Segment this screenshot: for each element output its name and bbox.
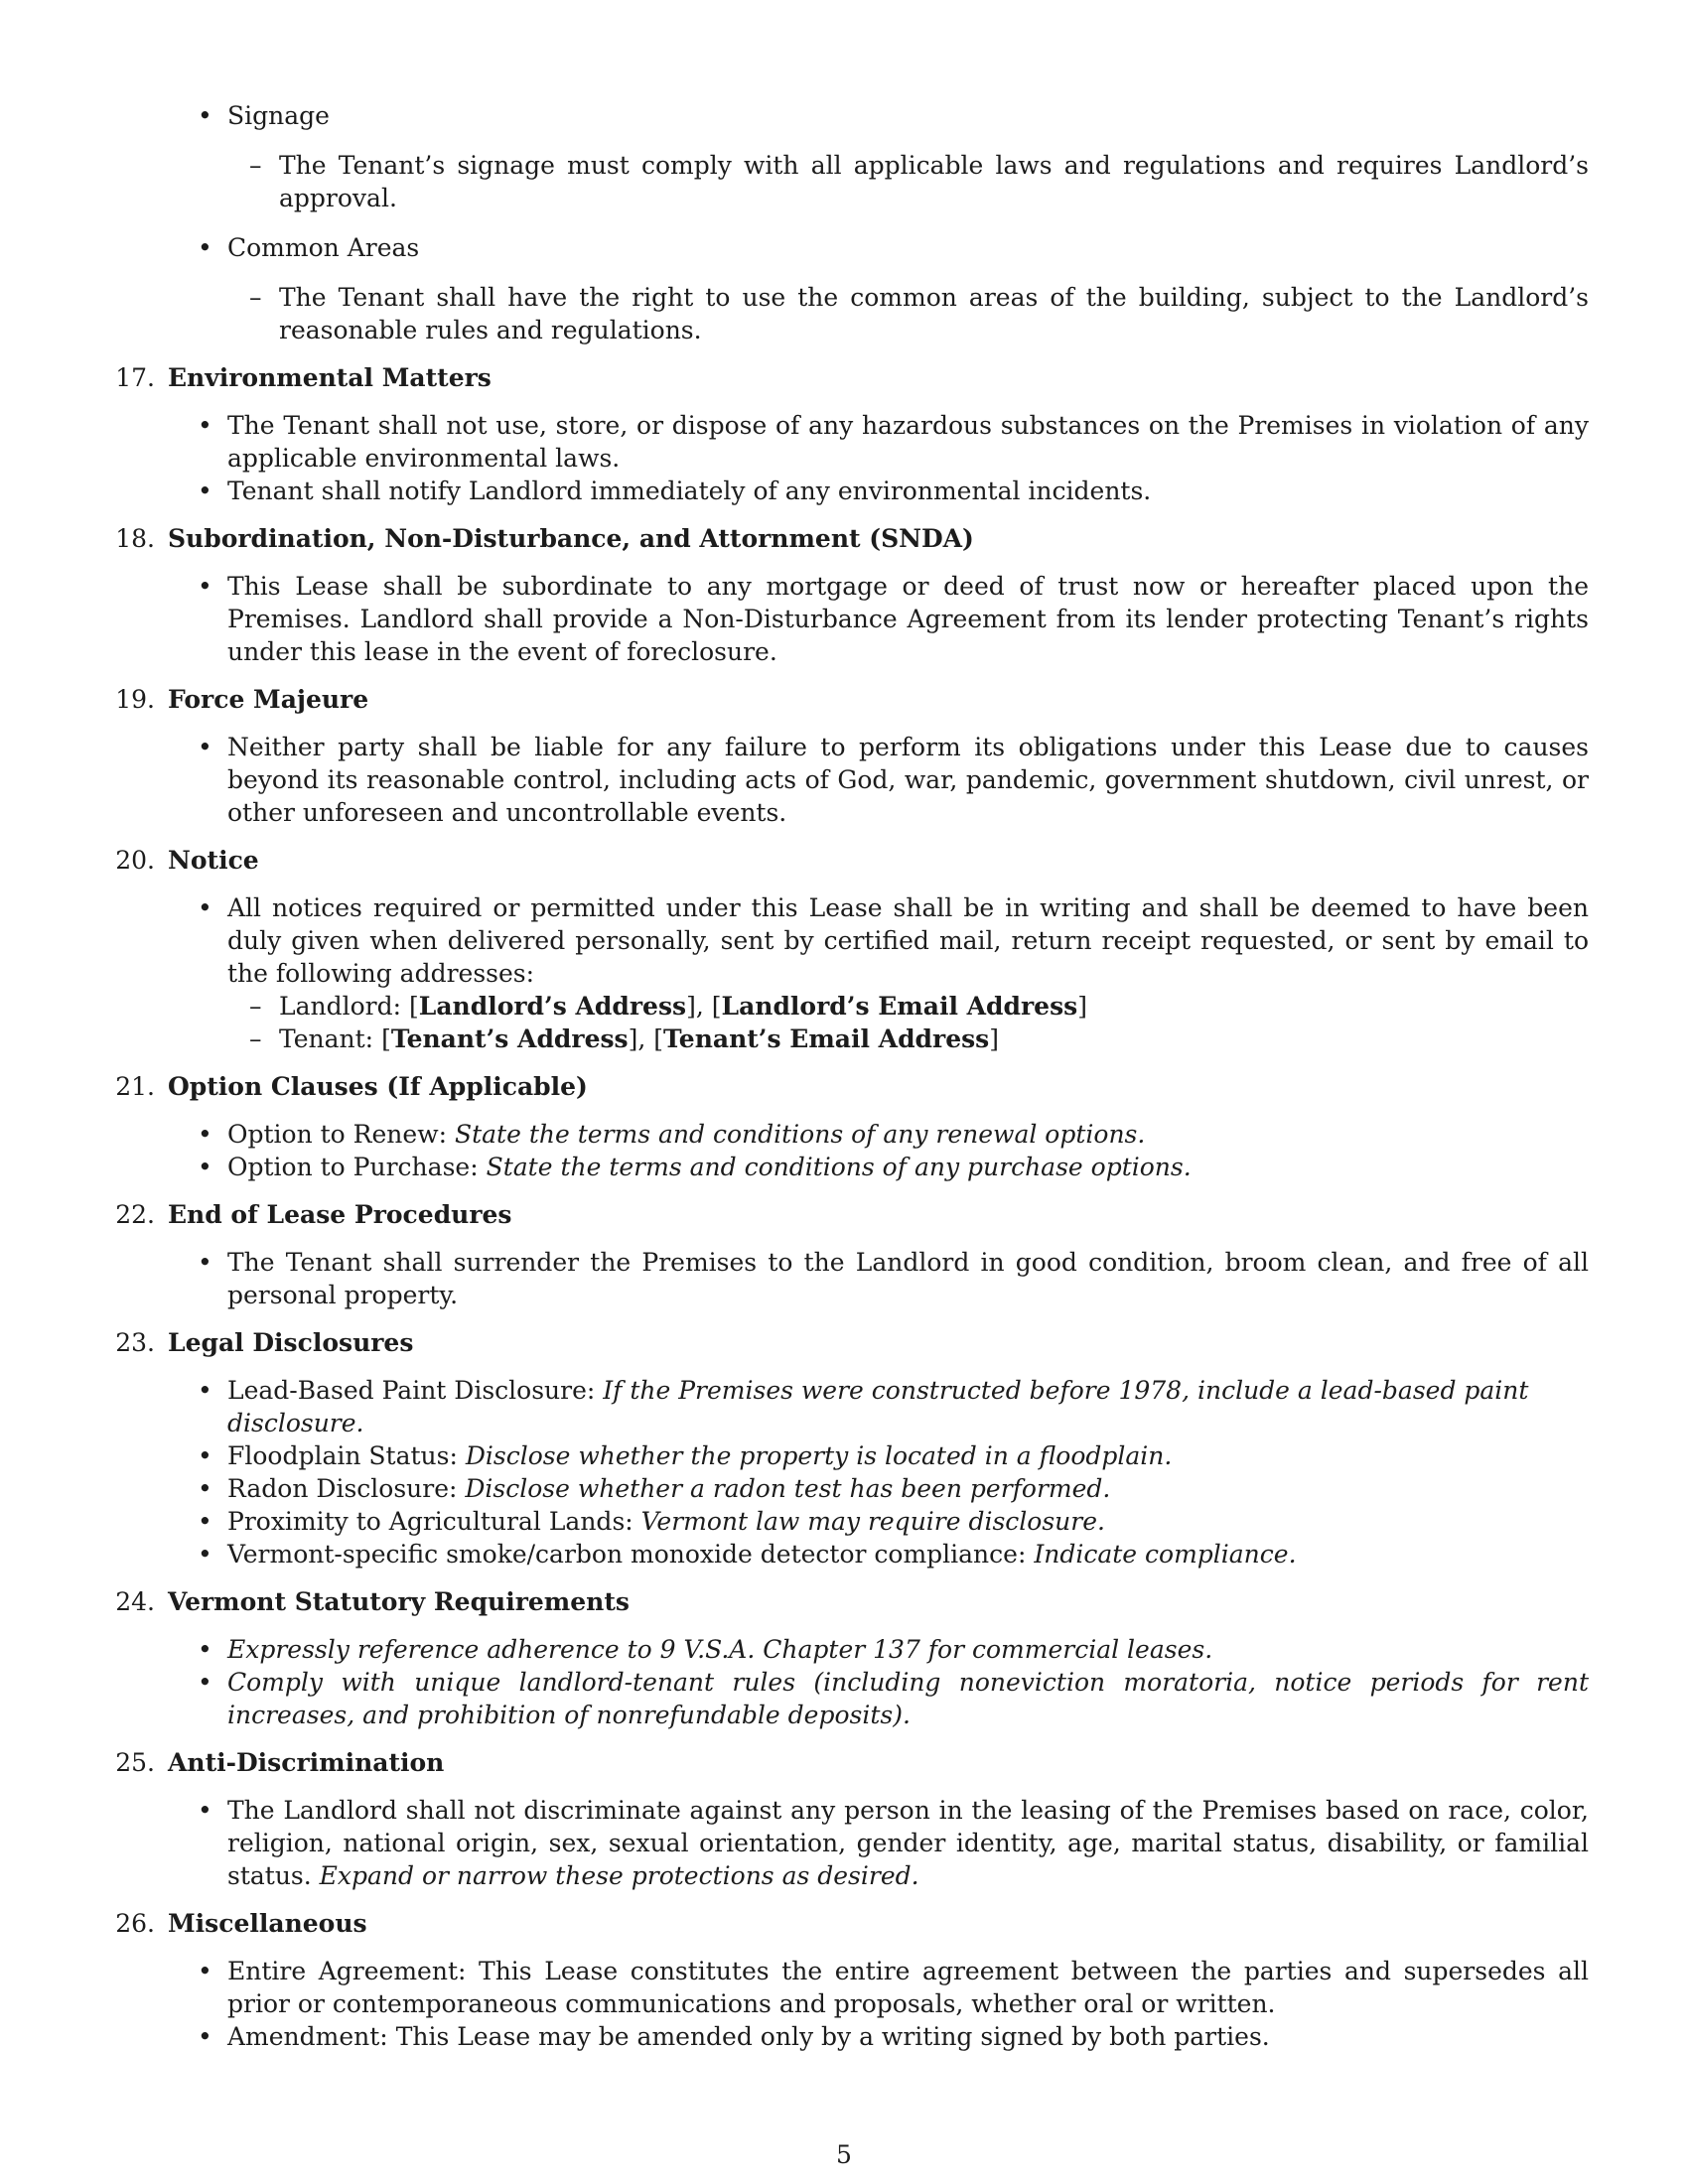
section-heading-24 [115,1585,1589,1618]
item-text: The Tenant shall surrender the Premises to the Landlord in good condition, broom clean, and free of all personal property. [227,1248,1589,1309]
section-heading-21 [115,1070,1589,1103]
item-italic-note: Expand or narrow these protections as desired. [319,1861,919,1890]
notice-landlord [249,990,1589,1023]
bullet: • [198,233,212,262]
sub-item-text: The Tenant’s signage must comply with all applicable laws and regulations and requires Landlord’s approval. [279,151,1589,212]
bullet: • [198,1441,212,1470]
bracket: ] [989,1024,1000,1053]
item-text: State the terms and conditions of any renewal options. [454,1120,1146,1149]
notice-tenant [249,1023,1589,1055]
item-label: Radon Disclosure: [227,1474,458,1503]
bracket: ] [1077,992,1087,1021]
section-title: Notice [168,846,259,875]
list-item [198,409,1589,475]
list-item [198,891,1589,990]
section-number: 24. [115,1587,155,1616]
dash: – [249,1024,262,1053]
list-item [198,1374,1589,1439]
list-item [198,731,1589,829]
bullet: • [198,733,212,761]
item-text: Expressly reference adherence to 9 V.S.A. Chapter 137 for commercial leases. [227,1635,1213,1664]
dash: – [249,151,262,180]
item-text: This Lease shall be subordinate to any mortgage or deed of trust now or hereafter placed upon the Premises. Landlord shall provide a Non-Disturbance Agreement from its lender protecting Tenant’s rights under this lease in the event of foreclosure. [227,572,1589,666]
bullet: • [198,572,212,601]
list-item-common-areas [198,231,1589,264]
list-item [198,475,1589,507]
item-text: This Lease may be amended only by a writing signed by both parties. [395,2022,1270,2051]
item-label: Lead-Based Paint Disclosure: [227,1376,596,1405]
item-text: State the terms and conditions of any purchase options. [486,1153,1192,1181]
bullet: • [198,411,212,440]
item-text: Disclose whether the property is located in a floodplain. [465,1441,1173,1470]
item-label: Vermont-specific smoke/carbon monoxide detector compliance: [227,1540,1027,1569]
item-label: Common Areas [227,233,420,262]
item-text: Neither party shall be liable for any failure to perform its obligations under this Lease due to causes beyond its reasonable control, including acts of God, war, pandemic, government shutdown, civil unrest, or other unforeseen and uncontrollable events. [227,733,1589,827]
list-item [198,1118,1589,1151]
section-number: 17. [115,363,155,392]
section-heading-19 [115,683,1589,716]
bracket-separator: ], [ [628,1024,664,1053]
landlord-email: Landlord’s Email Address [721,992,1078,1021]
list-item [198,1666,1589,1731]
item-label: Signage [227,101,330,130]
item-text: This Lease constitutes the entire agreement between the parties and supersedes all prior or contemporaneous communications and proposals, whether oral or written. [227,1957,1589,2018]
item-text: Indicate compliance. [1034,1540,1297,1569]
item-label: Floodplain Status: [227,1441,458,1470]
item-text: If the Premises were constructed before 1978, include a lead-based paint disclosure. [227,1376,1529,1437]
bullet: • [198,893,212,922]
tenant-address: Tenant’s Address [390,1024,629,1053]
section-number: 22. [115,1200,155,1229]
bullet: • [198,101,212,130]
list-item [198,1955,1589,2020]
section-number: 23. [115,1328,155,1357]
item-label: Amendment: [227,2022,388,2051]
bullet: • [198,1957,212,1985]
section-number: 19. [115,685,155,714]
section-heading-22 [115,1198,1589,1231]
bullet: • [198,1153,212,1181]
section-heading-25 [115,1746,1589,1779]
notice-label: Landlord: [279,992,402,1021]
item-text: Tenant shall notify Landlord immediately of any environmental incidents. [227,477,1152,505]
bullet: • [198,1796,212,1825]
page-number: 5 [836,2140,852,2169]
section-title: Force Majeure [168,685,369,714]
bullet: • [198,1248,212,1277]
item-text: Disclose whether a radon test has been performed. [465,1474,1111,1503]
landlord-address: Landlord’s Address [418,992,687,1021]
list-item [198,1538,1589,1570]
section-heading-17 [115,361,1589,394]
bullet: • [198,1376,212,1405]
item-text: Comply with unique landlord-tenant rules (including noneviction moratoria, notice periods for rent increases, and prohibition of nonrefundable deposits). [227,1668,1589,1729]
document-page [111,99,1589,2053]
list-item [198,1633,1589,1666]
list-item [198,1472,1589,1505]
bracket: [ [409,992,419,1021]
bullet: • [198,477,212,505]
sub-item-common-areas [249,281,1589,346]
list-item [198,570,1589,668]
item-label: Option to Renew: [227,1120,448,1149]
list-item [198,1246,1589,1311]
dash: – [249,283,262,312]
list-item-signage [198,99,1589,132]
bullet: • [198,1474,212,1503]
section-heading-18 [115,522,1589,555]
list-item [198,2020,1589,2053]
section-number: 18. [115,524,155,553]
section-title: Subordination, Non-Disturbance, and Attornment (SNDA) [168,524,974,553]
item-label: Entire Agreement: [227,1957,467,1985]
list-item [198,1439,1589,1472]
bracket: [ [381,1024,391,1053]
section-title: Option Clauses (If Applicable) [168,1072,588,1101]
bracket-separator: ], [ [686,992,722,1021]
bullet: • [198,1120,212,1149]
dash: – [249,992,262,1021]
section-title: Vermont Statutory Requirements [168,1587,630,1616]
item-label: Option to Purchase: [227,1153,479,1181]
section-title: Anti-Discrimination [168,1748,445,1777]
section-heading-20 [115,844,1589,877]
section-number: 25. [115,1748,155,1777]
bullet: • [198,1668,212,1697]
notice-label: Tenant: [279,1024,374,1053]
bullet: • [198,2022,212,2051]
section-title: Legal Disclosures [168,1328,414,1357]
tenant-email: Tenant’s Email Address [663,1024,990,1053]
bullet: • [198,1540,212,1569]
section-number: 26. [115,1909,155,1938]
list-item [198,1505,1589,1538]
section-heading-26 [115,1907,1589,1940]
bullet: • [198,1507,212,1536]
section-title: Miscellaneous [168,1909,367,1938]
list-item [198,1151,1589,1183]
sub-item-text: The Tenant shall have the right to use the common areas of the building, subject to the Landlord’s reasonable rules and regulations. [279,283,1589,344]
item-text: The Tenant shall not use, store, or dispose of any hazardous substances on the Premises in violation of any applicable environmental laws. [227,411,1589,473]
section-number: 21. [115,1072,155,1101]
section-number: 20. [115,846,155,875]
bullet: • [198,1635,212,1664]
item-label: Proximity to Agricultural Lands: [227,1507,633,1536]
section-title: End of Lease Procedures [168,1200,512,1229]
item-text: Vermont law may require disclosure. [640,1507,1105,1536]
sub-item-signage [249,149,1589,214]
item-text: All notices required or permitted under this Lease shall be in writing and shall be deemed to have been duly given when delivered personally, sent by certified mail, return receipt requested, or sent by email to the following addresses: [227,893,1589,988]
section-heading-23 [115,1326,1589,1359]
list-item [198,1794,1589,1892]
section-title: Environmental Matters [168,363,492,392]
item-text: The Landlord shall not discriminate against any person in the leasing of the Premises based on race, color, religion, national origin, sex, sexual orientation, gender identity, age, marital status, disability, or familial status. [227,1796,1589,1890]
